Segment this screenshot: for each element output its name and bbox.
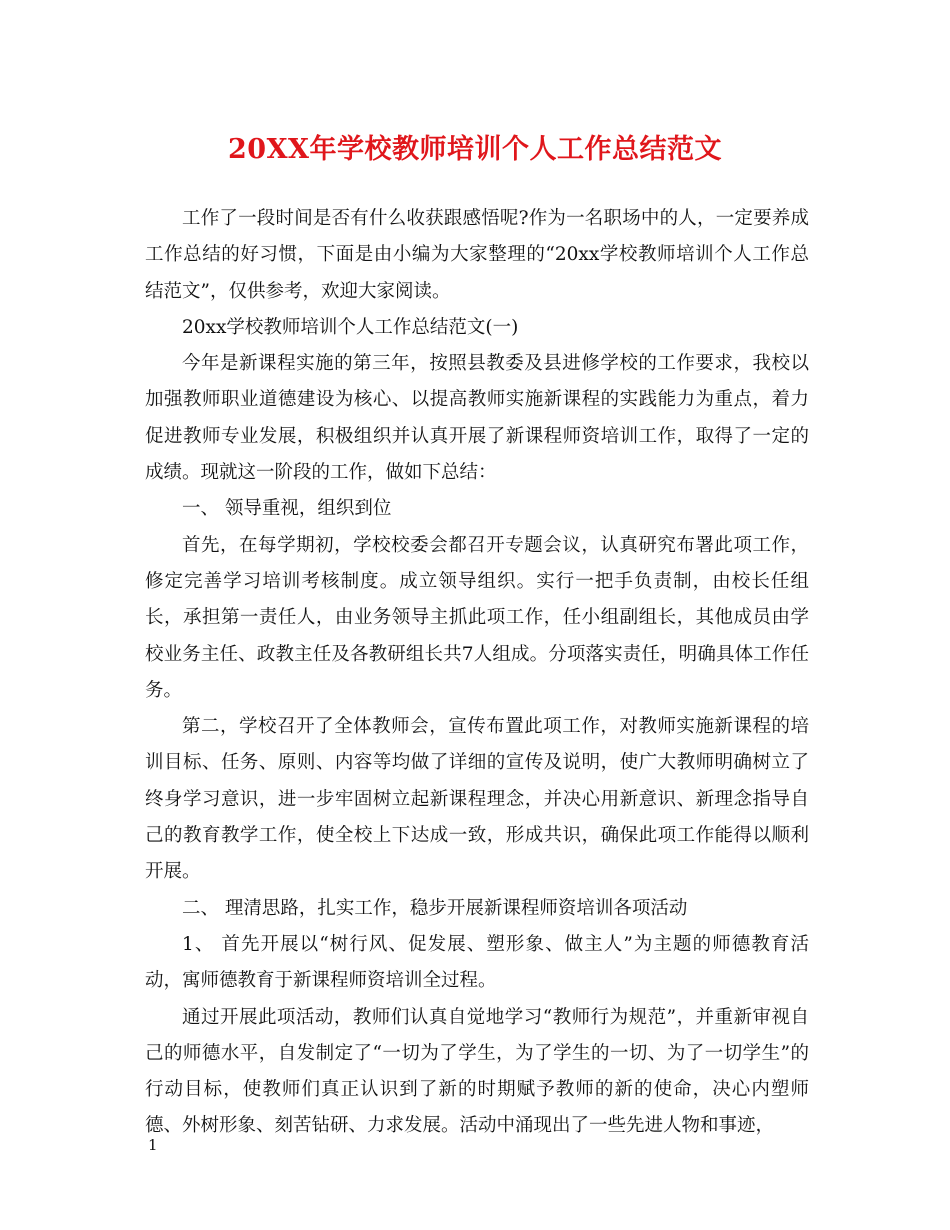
- paragraph-second: 第二，学校召开了全体教师会，宣传布置此项工作，对教师实施新课程的培训目标、任务、原则、内容等均做了详细的宣传及说明，使广大教师明确树立了终身学习意识，进一步牢固树立起新课程理念，并决心用新意识、新理念指导自己的教育教学工作，使全校上下达成一致，形成共识，确保此项工作能得以顺利开展。: [145, 716, 809, 883]
- paragraph-intro: 工作了一段时间是否有什么收获跟感悟呢?作为一名职场中的人，一定要养成工作总结的好习惯，下面是由小编为大家整理的“20xx学校教师培训个人工作总结范文”，仅供参考，欢迎大家阅读。: [145, 208, 809, 302]
- document-body: [145, 201, 809, 1145]
- paragraph-overview: 今年是新课程实施的第三年，按照县教委及县进修学校的工作要求，我校以加强教师职业道德建设为核心、以提高教师实施新课程的实践能力为重点，着力促进教师专业发展，积极组织并认真开展了新课程师资培训工作，取得了一定的成绩。现就这一阶段的工作，做如下总结：: [145, 353, 809, 484]
- paragraph-first: 首先，在每学期初，学校校委会都召开专题会议，认真研究布署此项工作，修定完善学习培训考核制度。成立领导组织。实行一把手负责制，由校长任组长，承担第一责任人，由业务领导主抓此项工作，任小组副组长，其他成员由学校业务主任、政教主任及各教研组长共7人组成。分项落实责任，明确具体工作任务。: [145, 534, 809, 701]
- page-number: 1: [148, 1136, 158, 1154]
- section-heading-2: 二、 理清思路，扎实工作，稳步开展新课程师资培训各项活动: [182, 897, 688, 919]
- paragraph-subtitle: 20xx学校教师培训个人工作总结范文(一): [182, 316, 519, 338]
- document-title: 20XX年学校教师培训个人工作总结范文: [228, 134, 722, 165]
- section-heading-1: 一、 领导重视，组织到位: [182, 498, 392, 520]
- paragraph-activity: 通过开展此项活动，教师们认真自觉地学习“教师行为规范”，并重新审视自己的师德水平，自发制定了“一切为了学生，为了学生的一切、为了一切学生”的行动目标，使教师们真正认识到了新的时期赋予教师的新的使命，决心内塑师德、外树形象、刻苦钻研、力求发展。活动中涌现出了一些先进人物和事迹，: [145, 1006, 809, 1137]
- list-item-1: 1、 首先开展以“树行风、促发展、塑形象、做主人”为主题的师德教育活动，寓师德教育于新课程师资培训全过程。: [145, 933, 809, 992]
